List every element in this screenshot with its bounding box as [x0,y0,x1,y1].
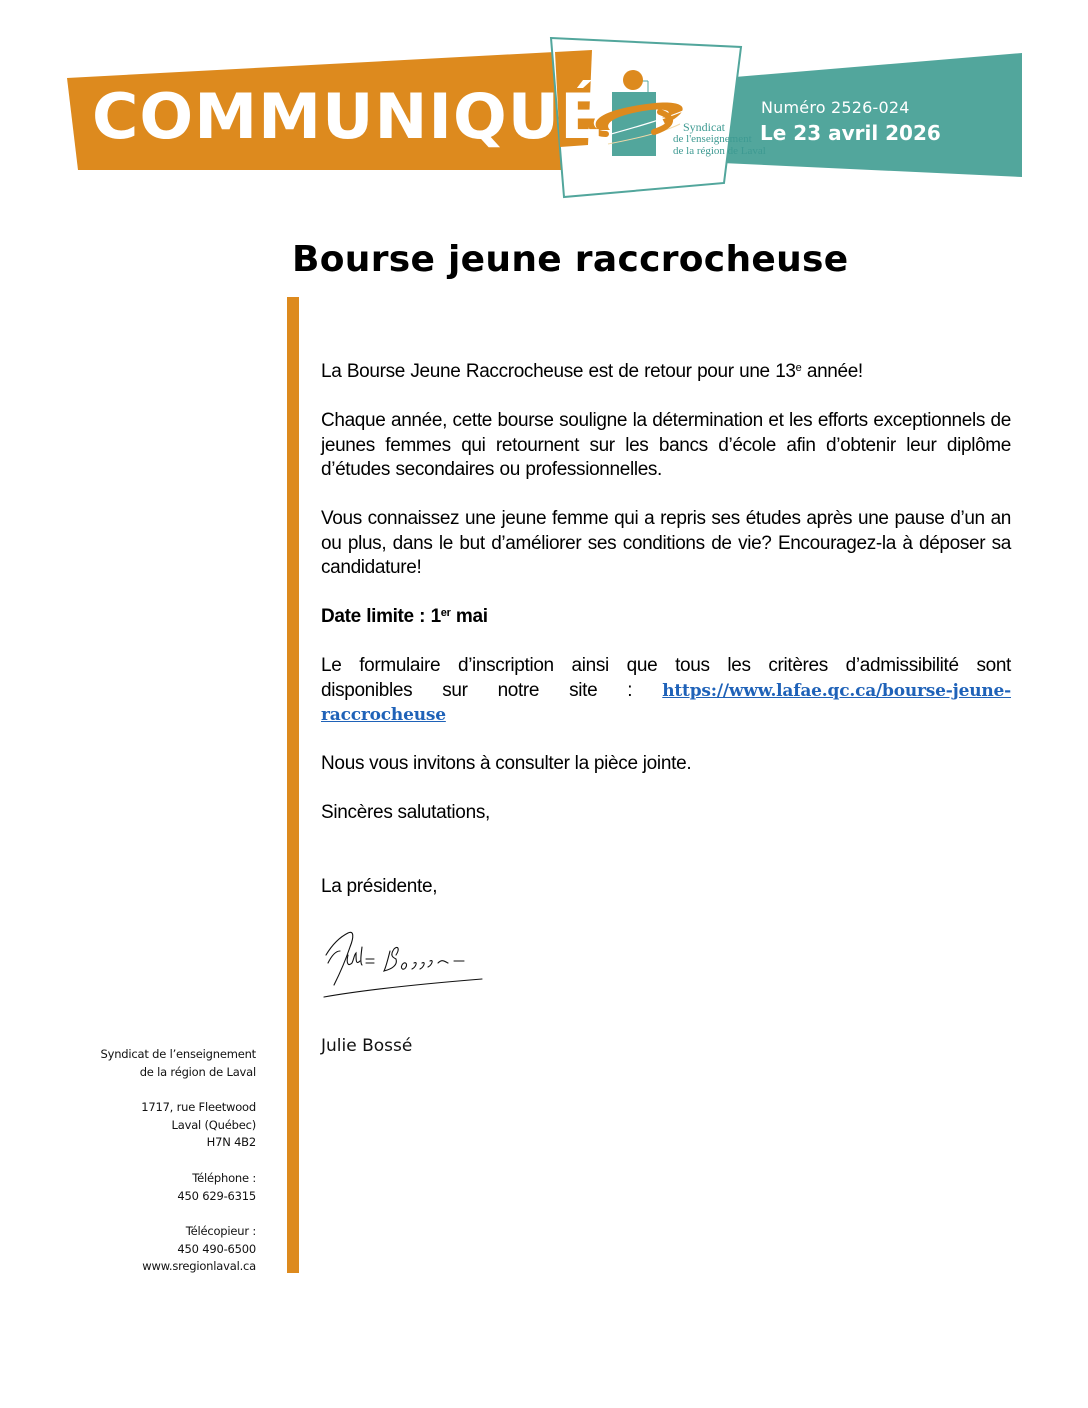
logo-text-line2: de l'enseignement [673,133,752,145]
form-info-line1: Le formulaire d’inscription ainsi que tous les critères d’admissibilité sont [321,655,1011,676]
deadline-superscript: er [440,606,451,619]
document-title: Bourse jeune raccrocheuse [292,239,849,280]
signatory-name: Julie Bossé [321,1036,413,1056]
handwritten-signature-icon [318,925,488,1005]
ordinal-superscript: e [795,361,802,374]
logo-text-line1: Syndicat [683,120,725,134]
form-info-prefix: disponibles sur notre site : [321,679,633,701]
deadline-end: mai [450,606,488,627]
sidebar-fax [60,1223,256,1276]
paragraph-attachment: Nous vous invitons à consulter la pièce jointe. [321,753,692,774]
address-postal-code: H7N 4B2 [206,1135,256,1149]
issue-number: Numéro 2526-024 [761,98,910,117]
paragraph-form-info [321,654,1011,728]
deadline [321,605,1011,630]
sidebar-phone [60,1170,256,1205]
deadline-label: Date limite : 1 [321,606,441,627]
paragraph-intro-end: année! [801,361,863,382]
address-street: 1717, rue Fleetwood [141,1100,256,1114]
bourse-link-part1[interactable]: https://www.lafae.qc.ca/bourse-jeune- [662,680,1011,701]
address-city: Laval (Québec) [171,1117,256,1132]
org-name-line2: de la région de Laval [139,1064,256,1079]
communique-banner-title: COMMUNIQUÉ [92,80,605,153]
salutation: Sincères salutations, [321,802,491,823]
phone-label: Téléphone : [192,1171,256,1185]
bourse-link-part2[interactable]: raccrocheuse [321,705,446,725]
paragraph-intro-text: La Bourse Jeune Raccrocheuse est de retour pour une 13 [321,361,796,382]
vertical-divider [287,297,299,1273]
website-link[interactable]: www.sregionlaval.ca [142,1259,256,1273]
phone-number: 450 629-6315 [177,1188,256,1203]
paragraph-description: Chaque année, cette bourse souligne la détermination et les efforts exceptionnels de jeunes femmes qui retournent sur les bancs d’école afin d’obtenir leur diplôme d’études secondaires ou professionnelles. [321,410,1011,480]
org-name-line1: Syndicat de l’enseignement [100,1047,256,1061]
fax-number: 450 490-6500 [177,1241,256,1256]
issue-date: Le 23 avril 2026 [760,121,941,145]
signatory-role: La présidente, [321,876,438,897]
sidebar-address [60,1099,256,1152]
logo-text-line3: de la région de Laval [673,145,766,157]
form-info-line3 [321,703,1011,728]
fax-label: Télécopieur : [185,1224,256,1238]
paragraph-intro [321,360,1011,385]
sidebar-organization [60,1046,256,1081]
form-info-line2 [321,679,1011,704]
paragraph-call-to-action: Vous connaissez une jeune femme qui a repris ses études après une pause d’un an ou plus, dans le but d’améliorer ses conditions de vie? Encouragez-la à déposer sa candidature! [321,508,1011,578]
